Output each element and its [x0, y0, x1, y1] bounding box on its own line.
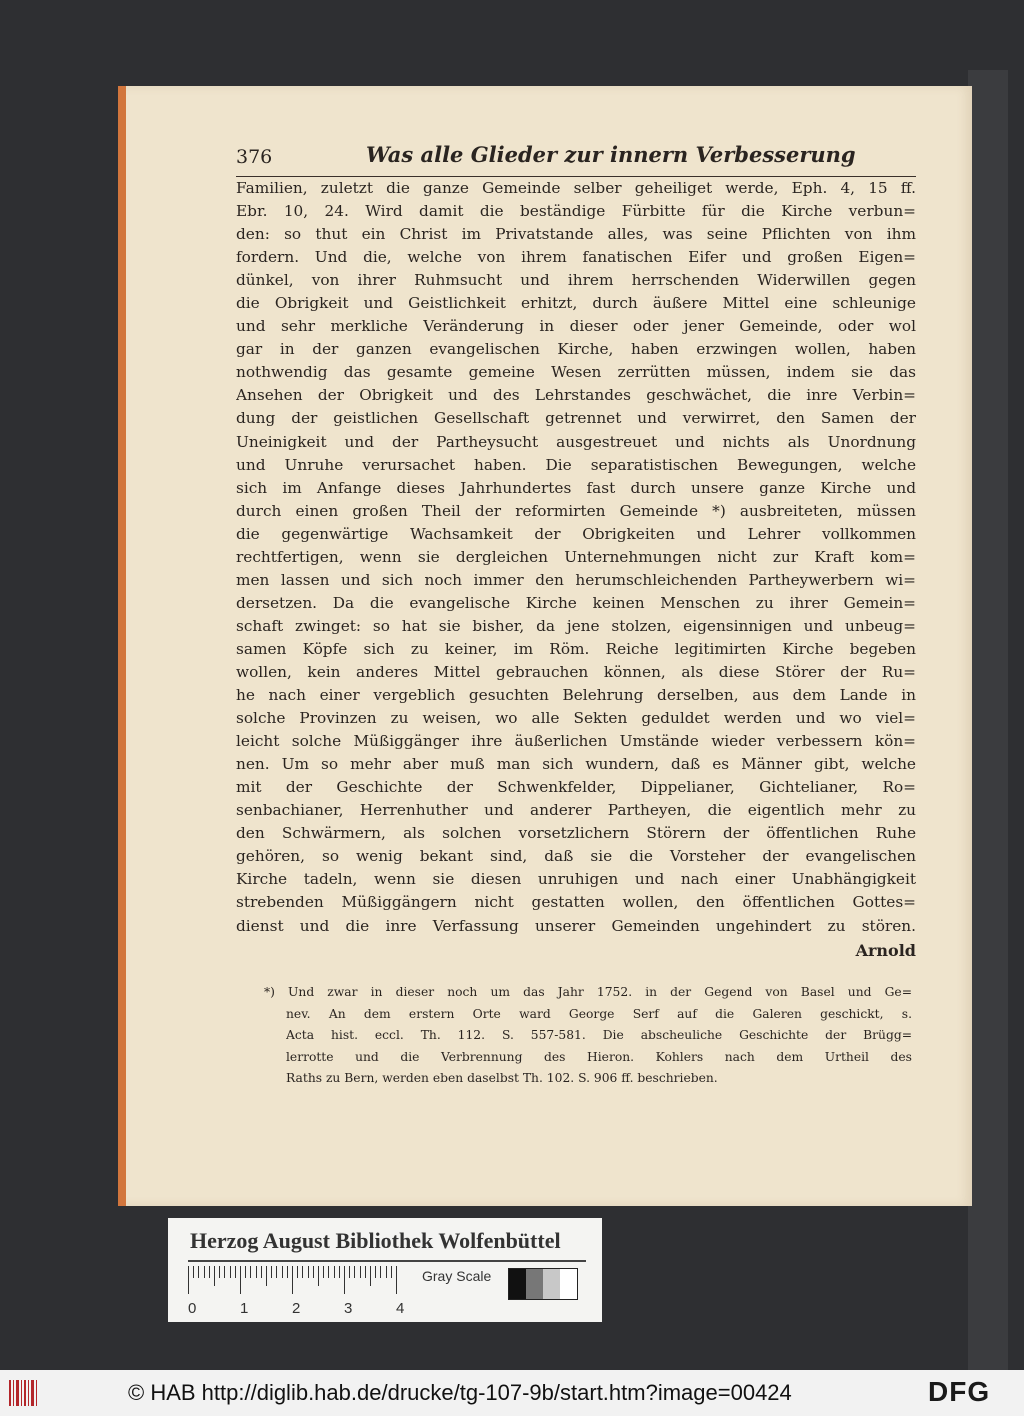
- text-line: den: so thut ein Christ im Privatstande alles, was seine Pflichten von ihm: [236, 225, 916, 244]
- footnote-line: Acta hist. eccl. Th. 112. S. 557-581. Die abscheuliche Geschichte der Brügg=: [286, 1028, 912, 1042]
- ruler-tick: [193, 1266, 194, 1278]
- text-line: men lassen und sich noch immer den herumschleichenden Partheywerbern wi=: [236, 570, 916, 589]
- ruler-tick: [396, 1266, 397, 1294]
- ruler-tick: [287, 1266, 288, 1278]
- footnote-block: [264, 982, 912, 1090]
- text-line: die gegenwärtige Wachsamkeit der Obrigkeiten und Lehrer vollkommen: [236, 524, 916, 543]
- ruler-tick: [349, 1266, 350, 1278]
- ruler-tick: [339, 1266, 340, 1278]
- ruler-tick: [365, 1266, 366, 1278]
- text-line: Uneinigkeit und der Partheysucht ausgestreuet und nichts als Unordnung: [236, 432, 916, 451]
- ruler-tick: [266, 1266, 267, 1286]
- text-line: und Unruhe verursachet haben. Die separatistischen Bewegungen, welche: [236, 455, 916, 474]
- text-line: gehören, so wenig bekant sind, daß sie die Vorsteher der evangelischen: [236, 847, 916, 866]
- ruler-tick: [313, 1266, 314, 1278]
- text-line: durch einen großen Theil der reformirten Gemeinde *) ausbreiteten, müssen: [236, 501, 916, 520]
- ruler-tick: [271, 1266, 272, 1278]
- ruler-tick: [240, 1266, 241, 1294]
- text-line: strebenden Müßiggängern nicht gestatten wollen, den öffentlichen Gottes=: [236, 893, 916, 912]
- text-line: senbachianer, Herrenhuther und anderer Partheyen, die eigentlich mehr zu: [236, 801, 916, 820]
- text-line: den Schwärmern, als solchen vorsetzlichern Störern der öffentlichen Ruhe: [236, 824, 916, 843]
- grayscale-swatches: [508, 1268, 578, 1300]
- footer-bar: [0, 1370, 1024, 1416]
- ruler-scale: [188, 1266, 396, 1294]
- copyright-url[interactable]: © HAB http://diglib.hab.de/drucke/tg-107-9b/start.htm?image=00424: [128, 1380, 792, 1405]
- text-line: nen. Um so mehr aber muß man sich wundern, daß es Männer gibt, welche: [236, 755, 916, 774]
- ruler-tick: [318, 1266, 319, 1286]
- text-line: nothwendig das gesamte gemeine Wesen zerrütten müssen, indem sie das: [236, 363, 916, 382]
- library-name: Herzog August Bibliothek Wolfenbüttel: [190, 1228, 561, 1253]
- ruler-tick: [292, 1266, 293, 1294]
- text-line: rechtfertigen, wenn sie dergleichen Unternehmungen nicht zur Kraft kom=: [236, 547, 916, 566]
- ruler-tick: [282, 1266, 283, 1278]
- ruler-tick: [334, 1266, 335, 1278]
- ruler-tick: [386, 1266, 387, 1278]
- ruler-label: 4: [396, 1300, 405, 1317]
- ruler-tick: [245, 1266, 246, 1278]
- ruler-label: 3: [344, 1300, 353, 1317]
- page-content: [236, 132, 916, 964]
- ruler-tick: [188, 1266, 189, 1294]
- text-line: und sehr merkliche Veränderung in dieser oder jener Gemeinde, oder wol: [236, 317, 916, 336]
- ruler-tick: [256, 1266, 257, 1278]
- gray-swatch: [543, 1269, 560, 1299]
- page-number: 376: [236, 146, 273, 168]
- text-line: dung der geistlichen Gesellschaft getrennet und verwirret, den Samen der: [236, 409, 916, 428]
- text-line: dersetzen. Da die evangelische Kirche keinen Menschen zu ihrer Gemein=: [236, 593, 916, 612]
- book-edge-strip: [968, 70, 1008, 1370]
- ruler-tick: [276, 1266, 277, 1278]
- ruler-tick: [344, 1266, 345, 1294]
- ruler-tick: [198, 1266, 199, 1278]
- ruler-tick: [261, 1266, 262, 1278]
- text-line: Ebr. 10, 24. Wird damit die beständige Fürbitte für die Kirche verbun=: [236, 202, 916, 221]
- ruler-label: 1: [240, 1300, 249, 1317]
- text-line: leicht solche Müßiggänger ihre äußerlichen Umstände wieder verbessern kön=: [236, 732, 916, 751]
- text-line: samen Köpfe sich zu keiner, im Röm. Reiche legitimirten Kirche begeben: [236, 639, 916, 658]
- text-line: dünkel, von ihrer Ruhmsucht und ihrem herrschenden Widerwillen gegen: [236, 271, 916, 290]
- ruler-tick: [360, 1266, 361, 1278]
- ruler-tick: [230, 1266, 231, 1278]
- ruler-label: 2: [292, 1300, 301, 1317]
- text-line: die Obrigkeit und Geistlichkeit erhitzt, durch äußere Mittel eine schleunige: [236, 294, 916, 313]
- ruler-tick: [380, 1266, 381, 1278]
- color-calibration-card: [168, 1218, 602, 1322]
- gray-swatch: [526, 1269, 543, 1299]
- running-head: Was alle Glieder zur innern Verbesserung: [366, 142, 856, 167]
- grayscale-label: Gray Scale: [422, 1268, 492, 1284]
- ruler-tick: [308, 1266, 309, 1278]
- ruler-tick: [219, 1266, 220, 1278]
- catchword: Arnold: [855, 940, 916, 960]
- footnote-line: Raths zu Bern, werden eben daselbst Th. 102. S. 906 ff. beschrieben.: [286, 1071, 718, 1085]
- ruler-tick: [214, 1266, 215, 1286]
- text-line: Ansehen der Obrigkeit und des Lehrstandes geschwächet, die inre Verbin=: [236, 386, 916, 405]
- ruler-tick: [224, 1266, 225, 1278]
- footnote-line: *) Und zwar in dieser noch um das Jahr 1752. in der Gegend von Basel und Ge=: [264, 985, 912, 999]
- ruler-tick: [235, 1266, 236, 1278]
- footnote-line: nev. An dem erstern Orte ward George Serf auf die Galeren geschickt, s.: [286, 1006, 912, 1021]
- card-divider: [188, 1260, 586, 1262]
- ruler-tick: [323, 1266, 324, 1278]
- ruler-tick: [209, 1266, 210, 1278]
- ruler-tick: [328, 1266, 329, 1278]
- page-edge: [118, 86, 126, 1206]
- text-line: mit der Geschichte der Schwenkfelder, Dippelianer, Gichtelianer, Ro=: [236, 778, 916, 797]
- footnote-line: lerrotte und die Verbrennung des Hieron. Kohlers nach dem Urtheil des: [286, 1049, 912, 1064]
- page-header: [236, 132, 916, 177]
- text-line: he nach einer vergeblich gesuchten Belehrung derselben, aus dem Lande in: [236, 686, 916, 705]
- text-line: Familien, zuletzt die ganze Gemeinde selber geheiliget werde, Eph. 4, 15 ff.: [236, 179, 916, 197]
- ruler-tick: [250, 1266, 251, 1278]
- text-line: sich im Anfange dieses Jahrhundertes fast durch unsere ganze Kirche und: [236, 478, 916, 497]
- gray-swatch: [509, 1269, 526, 1299]
- ruler-tick: [204, 1266, 205, 1278]
- ruler-tick: [354, 1266, 355, 1278]
- text-line: gar in der ganzen evangelischen Kirche, haben erzwingen wollen, haben: [236, 340, 916, 359]
- text-line: schaft zwinget: so hat sie bisher, da jene stolzen, eigensinnigen und unbeug=: [236, 616, 916, 635]
- dfg-logo: DFG: [928, 1376, 991, 1407]
- gray-swatch: [560, 1269, 577, 1299]
- ruler-tick: [375, 1266, 376, 1278]
- ruler-label: 0: [188, 1300, 197, 1317]
- ruler-tick: [297, 1266, 298, 1278]
- ruler-tick: [391, 1266, 392, 1278]
- ruler-tick: [302, 1266, 303, 1278]
- text-line: solche Provinzen zu weisen, wo alle Sekten geduldet werden und wo viel=: [236, 709, 916, 728]
- barcode-icon: [8, 1378, 38, 1408]
- text-line: fordern. Und die, welche von ihrem fanatischen Eifer und großen Eigen=: [236, 248, 916, 267]
- body-text: [236, 177, 916, 938]
- text-line: Kirche tadeln, wenn sie diesen unruhigen und nach einer Unabhängigkeit: [236, 870, 916, 889]
- ruler-tick: [370, 1266, 371, 1286]
- text-line: wollen, kein anderes Mittel gebrauchen können, als diese Störer der Ru=: [236, 662, 916, 681]
- text-line: dienst und die inre Verfassung unserer Gemeinden ungehindert zu stören.: [236, 916, 916, 935]
